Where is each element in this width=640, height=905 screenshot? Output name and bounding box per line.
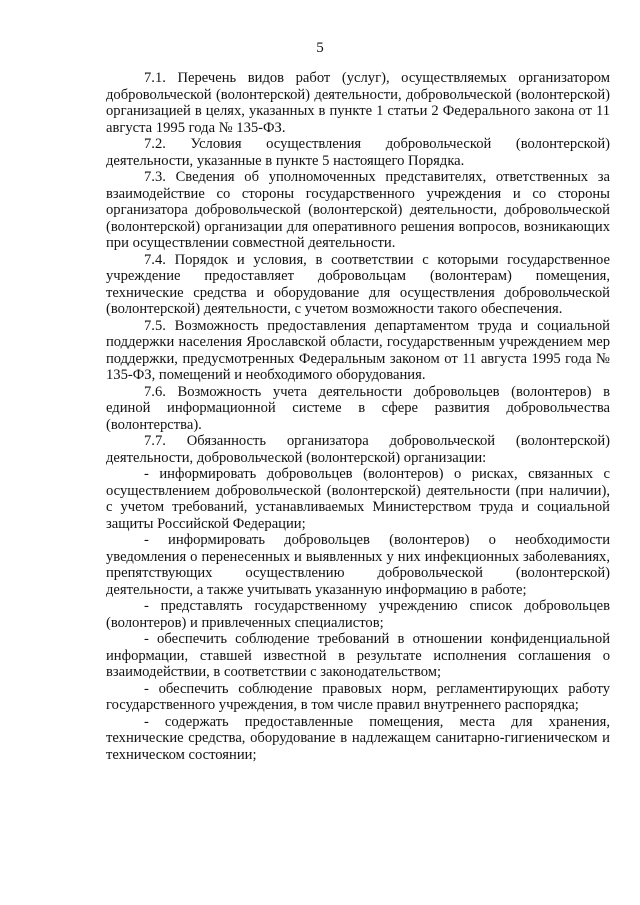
list-item-legal-norms: - обеспечить соблюдение правовых норм, регламентирующих работу государственного учреждения, в том числе правил внутреннего распорядка; — [106, 680, 610, 713]
list-item-inform-diseases: - информировать добровольцев (волонтеров) о необходимости уведомления о перенесенных и выявленных у них инфекционных заболеваниях, препятствующих осуществлению добровольческой (волонтерской) деятельности, а также учитывать указанную информацию в работе; — [106, 532, 610, 598]
list-item-volunteer-list: - представлять государственному учреждению список добровольцев (волонтеров) и привлеченных специалистов; — [106, 598, 610, 631]
paragraph-7-6: 7.6. Возможность учета деятельности добровольцев (волонтеров) в единой информационной системе в сфере развития добровольчества (волонтерства). — [106, 383, 610, 433]
page-number: 5 — [316, 40, 324, 56]
list-item-inform-risks: - информировать добровольцев (волонтеров) о рисках, связанных с осуществлением добровольческой (волонтерской) деятельности (при наличии), с учетом требований, устанавливаемых Министерством труда и социальной защиты Российской Федерации; — [106, 466, 610, 532]
paragraph-7-1: 7.1. Перечень видов работ (услуг), осуществляемых организатором добровольческой (волонтерской) деятельности, добровольческой (волонтерской) организацией в целях, указанных в пункте 1 статьи 2 Федерального закона от 11 августа 1995 года № 135-ФЗ. — [106, 70, 610, 136]
list-item-maintain-premises: - содержать предоставленные помещения, места для хранения, технические средства, оборудование в надлежащем санитарно-гигиеническом и техническом состоянии; — [106, 713, 610, 763]
document-body — [106, 70, 610, 763]
paragraph-7-7: 7.7. Обязанность организатора добровольческой (волонтерской) деятельности, добровольческой (волонтерской) организации: — [106, 433, 610, 466]
list-item-confidentiality: - обеспечить соблюдение требований в отношении конфиденциальной информации, ставшей известной в результате исполнения соглашения о взаимодействии, в соответствии с законодательством; — [106, 631, 610, 680]
paragraph-7-4: 7.4. Порядок и условия, в соответствии с которыми государственное учреждение предоставляет добровольцам (волонтерам) помещения, технические средства и оборудование для осуществления добровольческой (волонтерской) деятельности, с учетом возможности такого обеспечения. — [106, 251, 610, 317]
paragraph-7-3: 7.3. Сведения об уполномоченных представителях, ответственных за взаимодействие со стороны государственного учреждения и со стороны организатора добровольческой (волонтерской) деятельности, добровольческой (волонтерской) организации для оперативного решения вопросов, возникающих при осуществлении совместной деятельности. — [106, 169, 610, 251]
paragraph-7-2: 7.2. Условия осуществления добровольческой (волонтерской) деятельности, указанные в пункте 5 настоящего Порядка. — [106, 136, 610, 169]
paragraph-7-5: 7.5. Возможность предоставления департаментом труда и социальной поддержки населения Ярославской области, государственным учреждением мер поддержки, предусмотренных Федеральным законом от 11 августа 1995 года № 135-ФЗ, помещений и необходимого оборудования. — [106, 317, 610, 383]
